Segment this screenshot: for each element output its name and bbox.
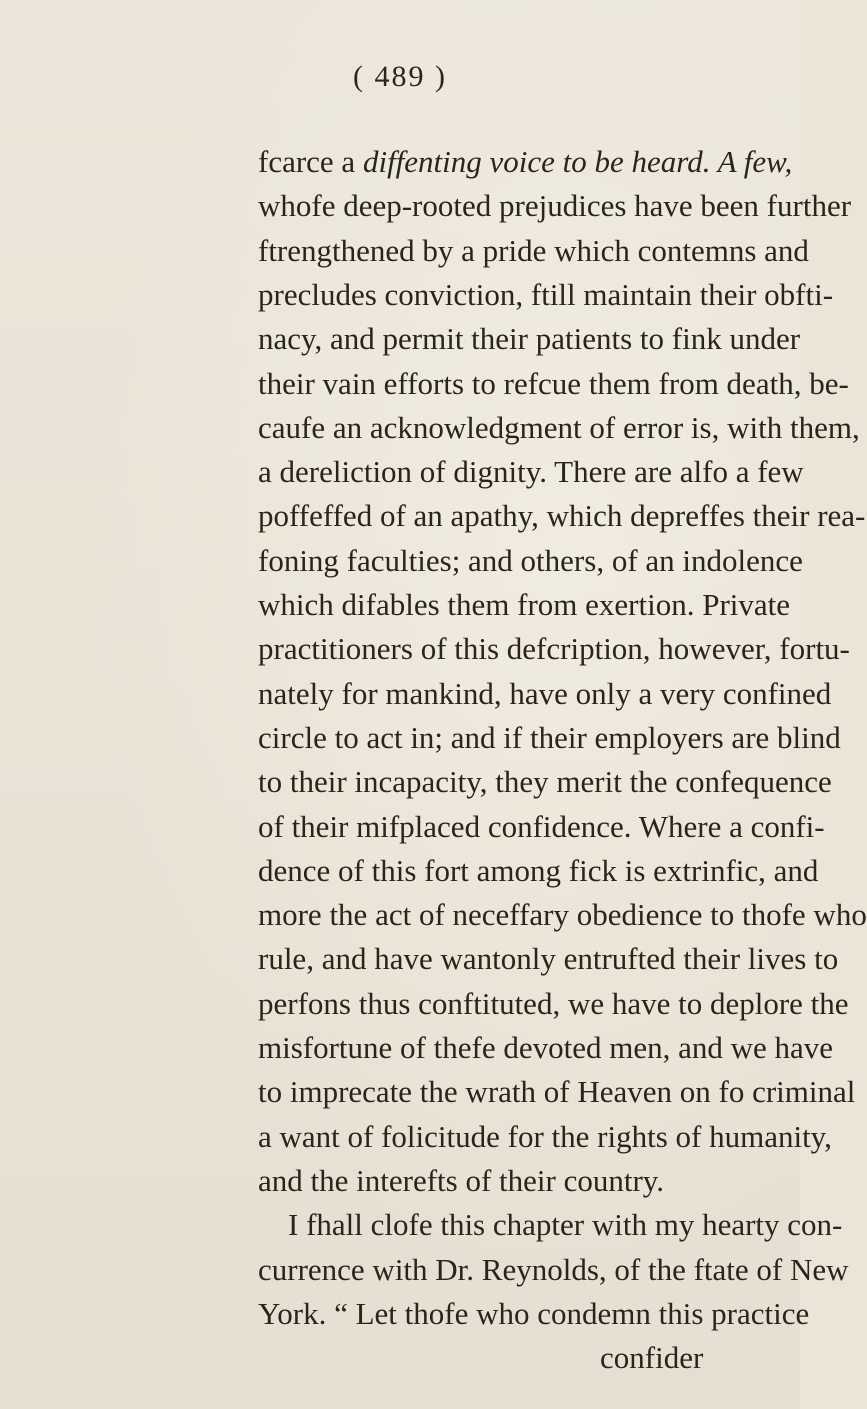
text-line: dence of this fort among fick is extrinfic, and: [258, 853, 819, 888]
text-line: which difables them from exertion. Private: [258, 587, 791, 622]
text-line: and the interefts of their country.: [258, 1163, 665, 1198]
text-line: practitioners of this defcription, however, fortu-: [258, 631, 850, 666]
text-line: currence with Dr. Reynolds, of the ftate of New: [258, 1252, 849, 1287]
text-line: poffeffed of an apathy, which depreffes their rea-: [258, 498, 866, 533]
text-line: caufe an acknowledgment of error is, with them,: [258, 410, 860, 445]
text-line: nacy, and permit their patients to fink under: [258, 321, 801, 356]
text-line: a dereliction of dignity. There are alfo a few: [258, 454, 804, 489]
text-line: ftrengthened by a pride which contemns and: [258, 233, 809, 268]
text-line: a want of folicitude for the rights of humanity,: [258, 1119, 832, 1154]
text-line: foning faculties; and others, of an indolence: [258, 543, 803, 578]
page-number: ( 489 ): [353, 60, 447, 93]
text-line: their vain efforts to refcue them from death, be-: [258, 366, 849, 401]
text-line: York. “ Let thofe who condemn this practice: [258, 1296, 810, 1331]
text-line: circle to act in; and if their employers are blind: [258, 720, 841, 755]
text-line: fcarce a diffenting voice to be heard. A few,: [258, 144, 793, 179]
text-line: to their incapacity, they merit the confequence: [258, 764, 832, 799]
text-line: precludes conviction, ftill maintain their obfti-: [258, 277, 834, 312]
text-line: to imprecate the wrath of Heaven on fo criminal: [258, 1074, 856, 1109]
text-line: perfons thus conftituted, we have to deplore the: [258, 986, 849, 1021]
text-line: misfortune of thefe devoted men, and we have: [258, 1030, 834, 1065]
text-line: whofe deep-rooted prejudices have been further: [258, 188, 852, 223]
catchword: confider: [600, 1340, 704, 1375]
text-line: rule, and have wantonly entrufted their lives to: [258, 941, 839, 976]
text-line: of their mifplaced confidence. Where a confi-: [258, 809, 825, 844]
text-line: I fhall clofe this chapter with my hearty con-: [288, 1207, 843, 1242]
text-line: more the act of neceffary obedience to thofe who: [258, 897, 867, 932]
text-line: nately for mankind, have only a very confined: [258, 676, 832, 711]
